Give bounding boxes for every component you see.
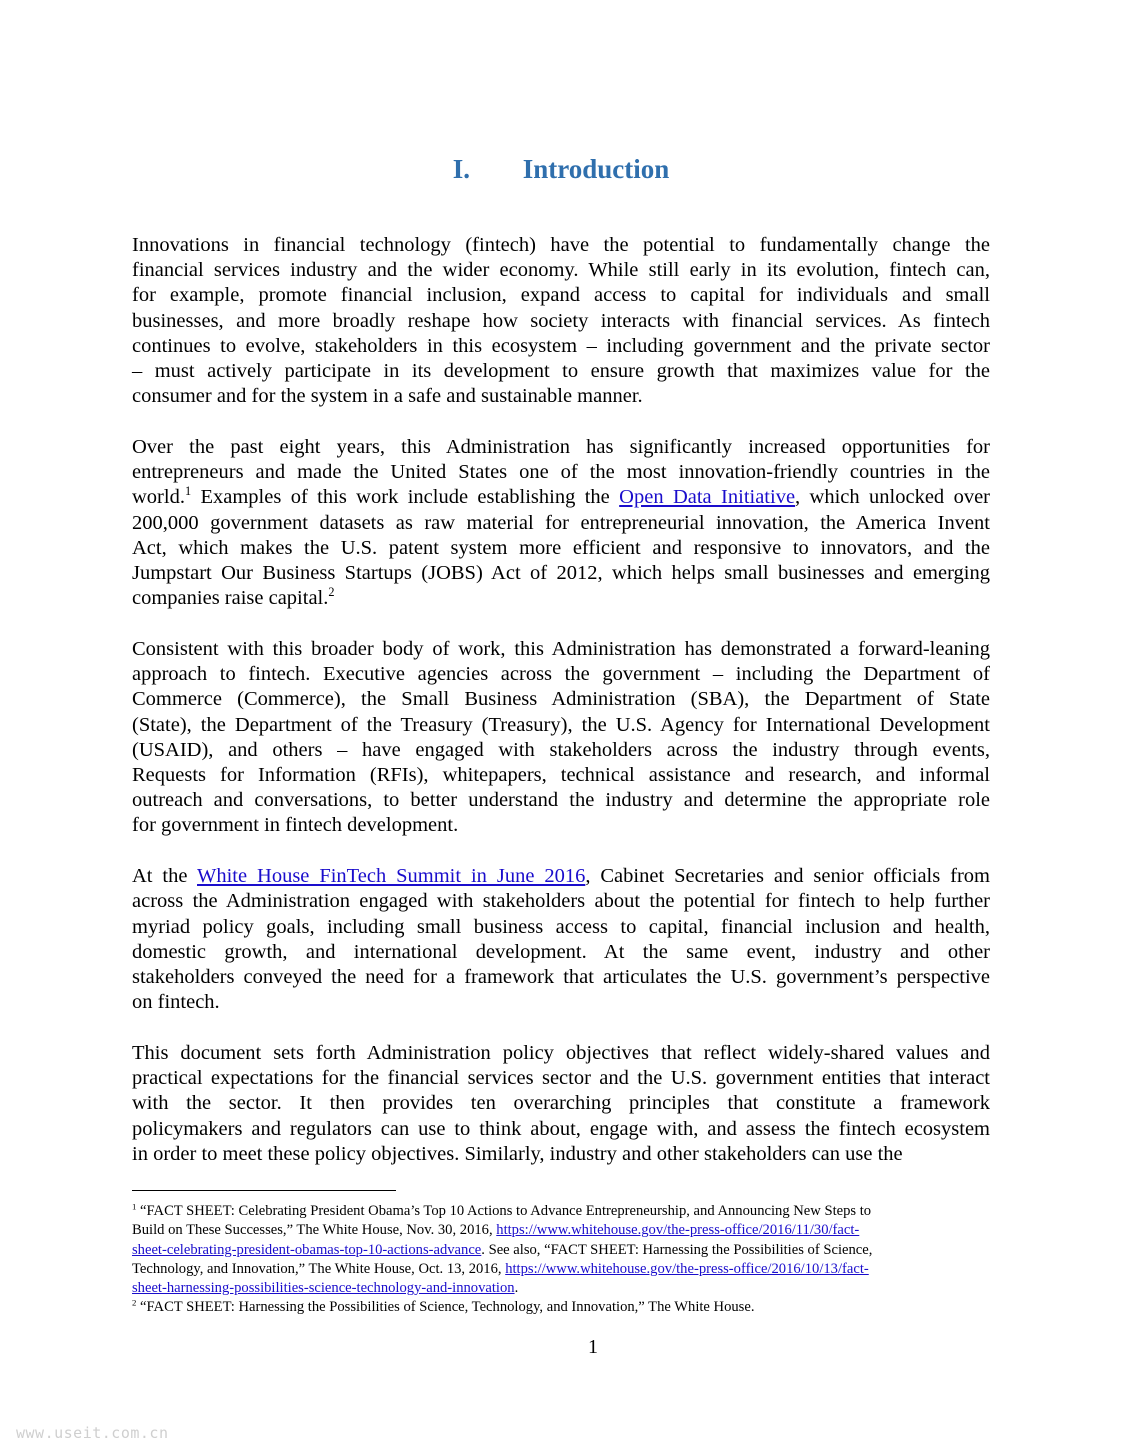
text-run: policymakers and regulators can use to think about, engage with, and assess the fintech ecosystem [132,1117,990,1140]
body-text [132,233,990,1193]
text-run: (State), the Department of the Treasury (Treasury), the U.S. Agency for International Development [132,713,990,736]
text-line [132,990,990,1015]
text-line [132,536,990,561]
text-line [132,864,990,889]
text-line [132,637,990,662]
text-line [132,915,990,940]
text-line [132,1066,990,1091]
text-run: Act, which makes the U.S. patent system more efficient and responsive to innovators, and the [132,536,990,559]
text-line [132,258,990,283]
text-run: Consistent with this broader body of work, this Administration has demonstrated a forward-leaning [132,638,990,661]
text-run: Over the past eight years, this Administration has significantly increased opportunities for [132,436,990,459]
footnote-ref: 2 [132,1297,137,1308]
text-line [132,940,990,965]
text-run: approach to fintech. Executive agencies across the government – including the Department of [132,663,990,686]
text-line [132,309,990,334]
text-run: . See also, “FACT SHEET: Harnessing the Possibilities of Science, [481,1241,873,1258]
footnote-separator [132,1190,396,1191]
text-line [132,965,990,990]
text-run: Build on These Successes,” The White House, Nov. 30, 2016, [132,1222,497,1239]
text-run: continues to evolve, stakeholders in this ecosystem – including government and the private sector [132,334,990,357]
text-run: companies raise capital. [132,587,329,610]
hyperlink[interactable]: White House FinTech Summit in June 2016 [197,865,586,888]
footnotes [132,1202,980,1318]
text-run: with the sector. It then provides ten overarching principles that constitute a framework [132,1092,990,1115]
text-line [132,1279,980,1298]
text-run: 200,000 government datasets as raw material for entrepreneurial innovation, the America Invent [132,511,990,534]
text-line [132,788,990,813]
text-line [132,1091,990,1116]
text-line [132,889,990,914]
footnote-ref: 1 [132,1201,137,1212]
text-line [132,1221,980,1240]
footnote-ref: 1 [184,484,192,499]
text-line [132,738,990,763]
text-run: in order to meet these policy objectives. Similarly, industry and other stakeholders can use the [132,1142,903,1165]
watermark: www.useit.com.cn [16,1424,169,1442]
text-line [132,1298,980,1317]
text-line [132,687,990,712]
text-line [132,1202,980,1221]
text-line [132,662,990,687]
section-title: Introduction [522,154,670,184]
paragraph [132,637,990,839]
text-run: businesses, and more broadly reshape how society interacts with financial services. As fintech [132,309,990,332]
text-line [132,460,990,485]
text-line [132,511,990,536]
text-line [132,384,990,409]
text-line [132,1142,990,1167]
text-line [132,813,990,838]
section-number: I. [452,154,470,184]
hyperlink[interactable]: Open Data Initiative [619,486,796,509]
text-line [132,359,990,384]
text-run: This document sets forth Administration policy objectives that reflect widely-shared values and [132,1042,990,1065]
text-run: . [514,1280,519,1297]
paragraph [132,233,990,409]
text-run: “FACT SHEET: Celebrating President Obama’s Top 10 Actions to Advance Entrepreneurship, and Announcing New Steps to [136,1203,872,1219]
text-line [132,435,990,460]
text-run: domestic growth, and international development. At the same event, industry and other [132,940,990,963]
hyperlink[interactable]: sheet-celebrating-president-obamas-top-10-actions-advance [132,1241,482,1258]
text-run: At the [132,865,198,888]
text-run: consumer and for the system in a safe and sustainable manner. [132,385,643,408]
text-line [132,1041,990,1066]
paragraph [132,435,990,611]
text-line [132,763,990,788]
text-run: stakeholders conveyed the need for a framework that articulates the U.S. government’s perspective [132,966,990,989]
section-heading [0,154,1122,185]
text-line [132,485,990,510]
text-line [132,1260,980,1279]
text-run: Commerce (Commerce), the Small Business Administration (SBA), the Department of State [132,688,990,711]
footnote-ref: 2 [328,585,335,600]
text-line [132,1241,980,1260]
hyperlink[interactable]: sheet-harnessing-possibilities-science-technology-and-innovation [132,1280,515,1297]
text-run: Jumpstart Our Business Startups (JOBS) Act of 2012, which helps small businesses and emerging [132,562,990,585]
text-run: Innovations in financial technology (fintech) have the potential to fundamentally change the [132,234,990,256]
text-line [132,561,990,586]
text-line [132,1117,990,1142]
text-run: (USAID), and others – have engaged with stakeholders across the industry through events, [132,738,990,761]
text-run: Examples of this work include establishing the [191,486,620,509]
text-run: for government in fintech development. [132,814,459,837]
text-run: Technology, and Innovation,” The White House, Oct. 13, 2016, [132,1260,506,1277]
text-run: entrepreneurs and made the United States one of the most innovation-friendly countries in the [132,461,990,484]
text-run: “FACT SHEET: Harnessing the Possibilities of Science, Technology, and Innovation,” The White House. [136,1299,755,1316]
text-line [132,586,990,611]
paragraph [132,1041,990,1167]
hyperlink[interactable]: https://www.whitehouse.gov/the-press-office/2016/11/30/fact- [496,1222,860,1239]
text-line [132,233,990,258]
hyperlink[interactable]: https://www.whitehouse.gov/the-press-office/2016/10/13/fact- [505,1260,869,1277]
text-run: Requests for Information (RFIs), whitepapers, technical assistance and research, and informal [132,764,990,787]
text-run: financial services industry and the wider economy. While still early in its evolution, fintech can, [132,259,990,282]
text-line [132,334,990,359]
text-run: on fintech. [132,991,220,1014]
text-run: , Cabinet Secretaries and senior officials from [585,865,990,888]
text-line [132,713,990,738]
text-run: – must actively participate in its development to ensure growth that maximizes value for the [132,360,990,383]
text-run: world. [132,486,185,509]
page-number: 1 [588,1336,598,1358]
text-run: for example, promote financial inclusion, expand access to capital for individuals and small [132,284,990,307]
text-run: outreach and conversations, to better understand the industry and determine the appropriate role [132,789,990,812]
text-run: myriad policy goals, including small business access to capital, financial inclusion and health, [132,915,990,938]
text-run: practical expectations for the financial services sector and the U.S. government entities that interact [132,1067,990,1090]
text-line [132,283,990,308]
text-run: across the Administration engaged with stakeholders about the potential for fintech to help further [132,890,990,913]
paragraph [132,864,990,1015]
text-run: , which unlocked over [795,486,990,509]
